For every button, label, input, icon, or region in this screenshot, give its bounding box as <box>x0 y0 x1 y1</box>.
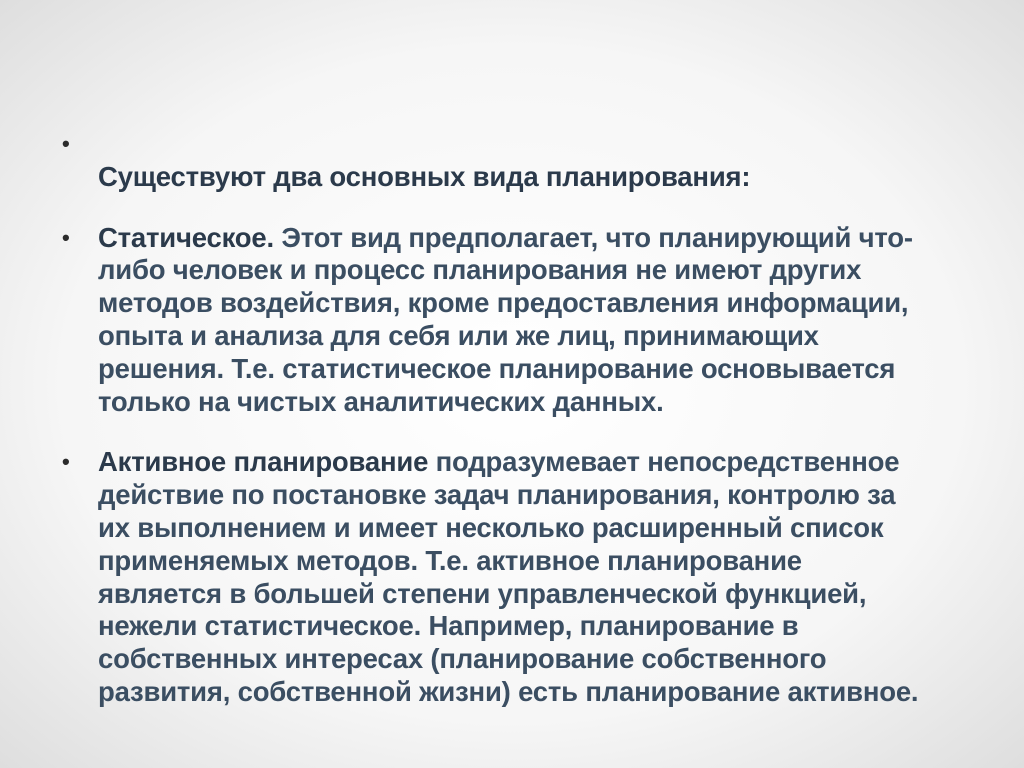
bullet-lead-text: Статическое. <box>98 221 274 253</box>
bullet-body-text: подразумевает непосредственное действие по постановке задач планирования, контролю за их выполнением и имеет несколько расширенный список применяемых методов. Т.е. активное планирование является в большей степени управленческой функцией, нежели статистическое. Например, планирование в собственных интересах (планирование собственного развития, собственной жизни) есть планирование активное. <box>98 446 919 707</box>
bullet-body-text: Этот вид предполагает, что планирующий что- либо человек и процесс планирования не имеют других методов воздействия, кроме предоставления информации, опыта и анализа для себя или же лиц, принимающих решения. Т.е. статистическое планирование основывается только на чистых аналитических данных. <box>98 221 913 417</box>
bullet-text <box>98 446 960 708</box>
bullet-dot-icon: • <box>62 224 70 250</box>
bullet-dot-icon: • <box>62 131 70 156</box>
bullet-list <box>60 128 960 709</box>
bullet-item-active-planning <box>60 446 960 708</box>
bullet-text <box>98 128 960 194</box>
bullet-lead-text: Существуют два основных вида планирования: <box>98 160 751 192</box>
bullet-item-static-planning <box>60 222 960 419</box>
bullet-item-planning-types <box>60 128 960 194</box>
bullet-lead-text: Активное планирование <box>98 446 429 478</box>
bullet-dot-icon: • <box>62 449 70 475</box>
bullet-text <box>98 222 960 419</box>
